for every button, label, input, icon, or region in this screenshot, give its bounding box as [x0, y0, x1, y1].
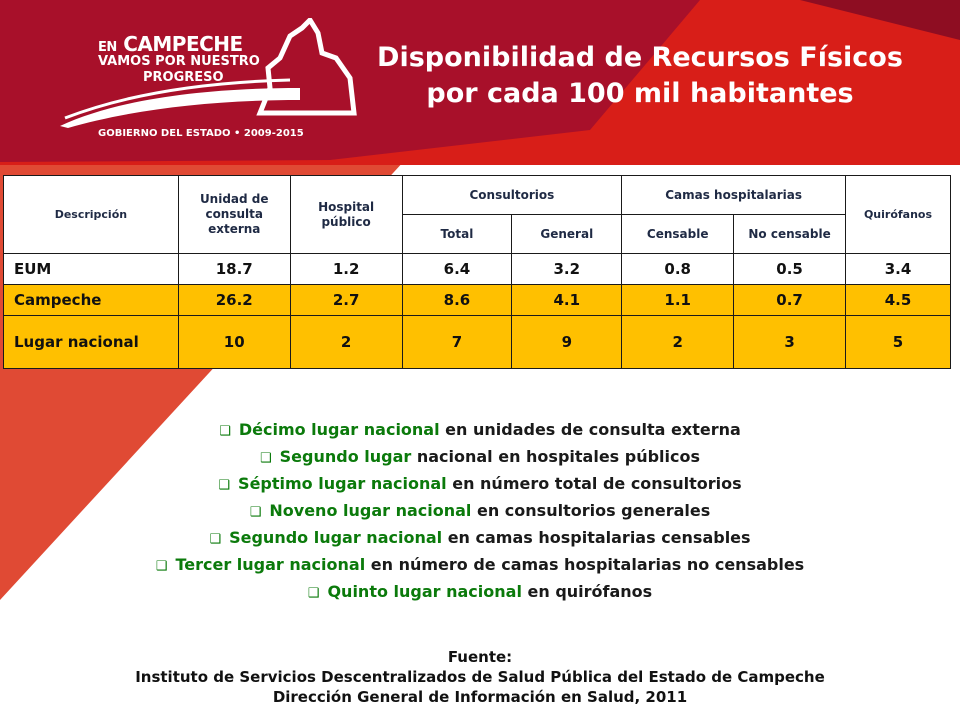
header-descripcion: Descripción — [4, 176, 179, 254]
header-unidad: Unidad de consulta externa — [178, 176, 290, 254]
table-cell: 7 — [402, 316, 512, 369]
table-cell: 2 — [290, 316, 402, 369]
table-cell: 1.2 — [290, 254, 402, 285]
table-cell: 18.7 — [178, 254, 290, 285]
source-label: Fuente: — [447, 648, 513, 666]
header-consultorios: Consultorios — [402, 176, 622, 215]
table-cell: 2 — [622, 316, 734, 369]
bullet-item — [0, 498, 960, 525]
logo-line2: VAMOS POR NUESTRO — [98, 54, 260, 69]
row-label: Campeche — [4, 285, 179, 316]
table-row-eum — [4, 254, 951, 285]
table-cell: 1.1 — [622, 285, 734, 316]
table-cell: 4.5 — [846, 285, 951, 316]
resources-table — [3, 175, 951, 369]
title-line1: Disponibilidad de Recursos Físicos — [377, 42, 903, 73]
table-row-campeche — [4, 285, 951, 316]
row-label: EUM — [4, 254, 179, 285]
table-row-lugar-nacional — [4, 316, 951, 369]
checkbox-bullet-icon: ❑ — [218, 478, 231, 493]
logo-line1 — [98, 32, 243, 56]
logo-en: EN — [98, 40, 117, 55]
table-cell: 4.1 — [512, 285, 622, 316]
bullet-highlight: Noveno lugar nacional — [269, 501, 472, 520]
table-cell: 0.8 — [622, 254, 734, 285]
table-cell: 5 — [846, 316, 951, 369]
bullet-highlight: Quinto lugar nacional — [327, 582, 522, 601]
bullet-item — [0, 525, 960, 552]
table-cell: 3 — [734, 316, 846, 369]
table-cell: 8.6 — [402, 285, 512, 316]
table-cell: 6.4 — [402, 254, 512, 285]
header-hospital: Hospital público — [290, 176, 402, 254]
checkbox-bullet-icon: ❑ — [249, 505, 262, 520]
table-cell: 10 — [178, 316, 290, 369]
header-total: Total — [402, 215, 512, 254]
bullet-highlight: Segundo lugar — [279, 447, 412, 466]
logo-line3: PROGRESO — [143, 70, 224, 85]
table-cell: 2.7 — [290, 285, 402, 316]
table-cell: 0.7 — [734, 285, 846, 316]
bullet-item — [0, 417, 960, 444]
row-label: Lugar nacional — [4, 316, 179, 369]
bullet-item — [0, 579, 960, 606]
logo-footer: GOBIERNO DEL ESTADO • 2009-2015 — [98, 128, 304, 139]
campeche-logo — [60, 18, 320, 148]
table-cell: 0.5 — [734, 254, 846, 285]
bullet-highlight: Séptimo lugar nacional — [238, 474, 447, 493]
bullet-text: en camas hospitalarias censables — [442, 528, 751, 547]
header-camas: Camas hospitalarias — [622, 176, 846, 215]
bullet-text: en quirófanos — [521, 582, 653, 601]
bullet-item — [0, 444, 960, 471]
checkbox-bullet-icon: ❑ — [155, 559, 168, 574]
checkbox-bullet-icon: ❑ — [219, 424, 231, 439]
table-cell: 9 — [512, 316, 622, 369]
source-citation — [0, 647, 960, 707]
header-quirofanos: Quirófanos — [846, 176, 951, 254]
table-cell: 3.2 — [512, 254, 622, 285]
header-censable: Censable — [622, 215, 734, 254]
bullet-text: en número total de consultorios — [446, 474, 742, 493]
source-line1: Instituto de Servicios Descentralizados de Salud Pública del Estado de Campeche — [135, 668, 825, 686]
source-line2: Dirección General de Información en Salud, 2011 — [272, 688, 688, 706]
bullet-text: en número de camas hospitalarias no censables — [365, 555, 805, 574]
page-title — [340, 40, 940, 112]
title-line2: por cada 100 mil habitantes — [426, 78, 854, 109]
header-no-censable: No censable — [734, 215, 846, 254]
bullet-text: en consultorios generales — [471, 501, 711, 520]
bullet-highlight: Décimo lugar nacional — [238, 420, 440, 439]
bullet-highlight: Tercer lugar nacional — [175, 555, 366, 574]
bullet-text: nacional en hospitales públicos — [411, 447, 701, 466]
header-general: General — [512, 215, 622, 254]
checkbox-bullet-icon: ❑ — [209, 532, 222, 547]
logo-campeche: CAMPECHE — [123, 32, 243, 56]
bullet-highlight: Segundo lugar nacional — [229, 528, 443, 547]
bullet-item — [0, 471, 960, 498]
checkbox-bullet-icon: ❑ — [307, 586, 320, 601]
table-header-row-1 — [4, 176, 951, 215]
ranking-bullet-list — [0, 417, 960, 606]
table-cell: 26.2 — [178, 285, 290, 316]
bullet-text: en unidades de consulta externa — [439, 420, 741, 439]
bullet-item — [0, 552, 960, 579]
checkbox-bullet-icon: ❑ — [259, 451, 272, 466]
table-cell: 3.4 — [846, 254, 951, 285]
